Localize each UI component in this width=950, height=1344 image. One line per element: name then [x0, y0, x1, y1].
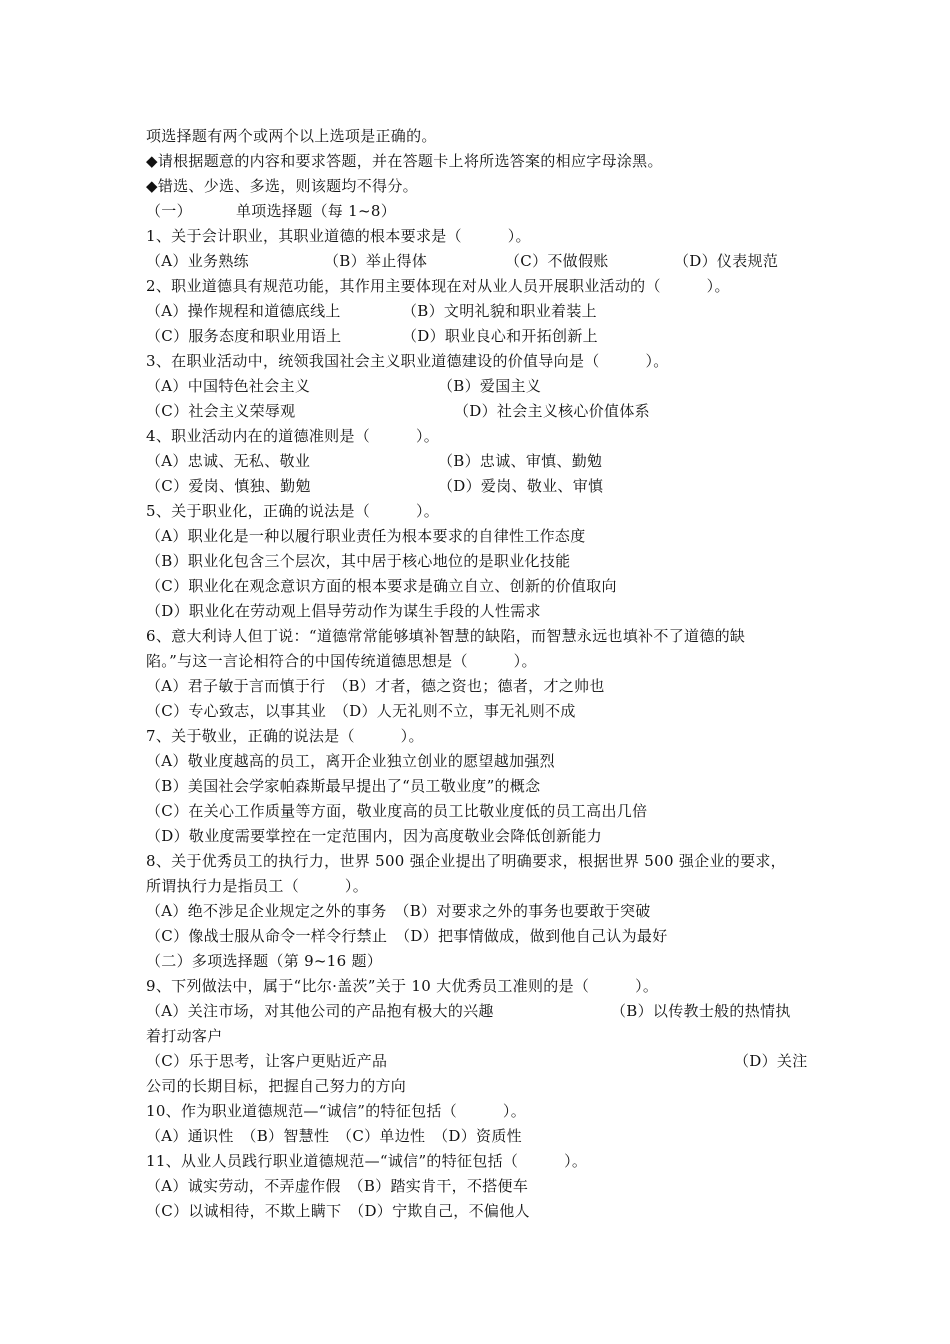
option-b: （B）美国社会学家帕森斯最早提出了“员工敬业度”的概念	[146, 777, 541, 795]
question-1-stem: 1、关于会计职业，其职业道德的根本要求是（ ）。	[146, 227, 531, 245]
option-b-continued: 着打动客户	[146, 1027, 223, 1045]
section2-heading: （二）多项选择题（第 9~16 题）	[146, 952, 383, 970]
intro-line: ◆请根据题意的内容和要求答题，并在答题卡上将所选答案的相应字母涂黑。	[146, 152, 663, 170]
option-a: （A）敬业度越高的员工，离开企业独立创业的愿望越加强烈	[146, 752, 555, 770]
option-b: （B）以传教士般的热情执	[611, 1002, 791, 1020]
option-a: （A）操作规程和道德底线上	[146, 302, 341, 320]
option-b: （B）职业化包含三个层次，其中居于核心地位的是职业化技能	[146, 552, 571, 570]
option-c: （C）在关心工作质量等方面，敬业度高的员工比敬业度低的员工高出几倍	[146, 802, 648, 820]
option-c: （C）不做假账	[505, 252, 609, 270]
option-d-continued: 公司的长期目标，把握自己努力的方向	[146, 1077, 407, 1095]
option-a: （A）关注市场，对其他公司的产品抱有极大的兴趣	[146, 1002, 494, 1020]
question-8-stem: 所谓执行力是指员工（ ）。	[146, 877, 369, 895]
question-6-options: （A）君子敏于言而慎于行 （B）才者，德之资也；德者，才之帅也	[146, 677, 605, 695]
option-a: （A）中国特色社会主义	[146, 377, 311, 395]
intro-line: ◆错选、少选、多选，则该题均不得分。	[146, 177, 418, 195]
option-d: （D）社会主义核心价值体系	[454, 402, 650, 420]
option-a: （A）职业化是一种以履行职业责任为根本要求的自律性工作态度	[146, 527, 586, 545]
question-11-stem: 11、从业人员践行职业道德规范—“诚信”的特征包括（ ）。	[146, 1152, 588, 1170]
option-c: （C）爱岗、慎独、勤勉	[146, 477, 311, 495]
section1-number: （一）	[146, 202, 192, 220]
question-11-options: （C）以诚相待，不欺上瞒下 （D）宁欺自己，不偏他人	[146, 1202, 530, 1220]
option-d: （D）职业良心和开拓创新上	[402, 327, 598, 345]
option-d: （D）关注	[734, 1052, 808, 1070]
option-d: （D）仪表规范	[674, 252, 779, 270]
question-8-options: （A）绝不涉足企业规定之外的事务 （B）对要求之外的事务也要敢于突破	[146, 902, 651, 920]
option-c: （C）社会主义荣辱观	[146, 402, 296, 420]
question-10-options: （A）通识性 （B）智慧性 （C）单边性 （D）资质性	[146, 1127, 522, 1145]
section1-title: 单项选择题（每 1~8）	[236, 202, 397, 220]
question-10-stem: 10、作为职业道德规范—“诚信”的特征包括（ ）。	[146, 1102, 527, 1120]
option-d: （D）爱岗、敬业、审慎	[438, 477, 604, 495]
question-6-options: （C）专心致志，以事其业 （D）人无礼则不立，事无礼则不成	[146, 702, 576, 720]
option-b: （B）爱国主义	[438, 377, 542, 395]
question-9-stem: 9、下列做法中，属于“比尔·盖茨”关于 10 大优秀员工准则的是（ ）。	[146, 977, 659, 995]
option-b: （B）文明礼貌和职业着装上	[402, 302, 597, 320]
question-8-stem: 8、关于优秀员工的执行力，世界 500 强企业提出了明确要求，根据世界 500 强企业的要求，	[146, 852, 786, 870]
option-b: （B）举止得体	[324, 252, 428, 270]
option-d: （D）敬业度需要掌控在一定范围内，因为高度敬业会降低创新能力	[146, 827, 603, 845]
question-11-options: （A）诚实劳动，不弄虚作假 （B）踏实肯干，不搭便车	[146, 1177, 529, 1195]
option-b: （B）忠诚、审慎、勤勉	[438, 452, 603, 470]
question-3-stem: 3、在职业活动中，统领我国社会主义职业道德建设的价值导向是（ ）。	[146, 352, 669, 370]
option-c: （C）乐于思考，让客户更贴近产品	[146, 1052, 388, 1070]
option-a: （A）业务熟练	[146, 252, 249, 270]
question-6-stem: 6、意大利诗人但丁说：“道德常常能够填补智慧的缺陷，而智慧永远也填补不了道德的缺	[146, 627, 746, 645]
option-c: （C）服务态度和职业用语上	[146, 327, 342, 345]
option-c: （C）职业化在观念意识方面的根本要求是确立自立、创新的价值取向	[146, 577, 617, 595]
question-8-options: （C）像战士服从命令一样令行禁止 （D）把事情做成，做到他自己认为最好	[146, 927, 668, 945]
question-4-stem: 4、职业活动内在的道德准则是（ ）。	[146, 427, 440, 445]
option-d: （D）职业化在劳动观上倡导劳动作为谋生手段的人性需求	[146, 602, 541, 620]
intro-line: 项选择题有两个或两个以上选项是正确的。	[146, 127, 437, 145]
option-a: （A）忠诚、无私、敬业	[146, 452, 311, 470]
question-7-stem: 7、关于敬业，正确的说法是（ ）。	[146, 727, 424, 745]
question-5-stem: 5、关于职业化，正确的说法是（ ）。	[146, 502, 440, 520]
question-2-stem: 2、职业道德具有规范功能，其作用主要体现在对从业人员开展职业活动的（ ）。	[146, 277, 730, 295]
question-6-stem: 陷。”与这一言论相符合的中国传统道德思想是（ ）。	[146, 652, 537, 670]
